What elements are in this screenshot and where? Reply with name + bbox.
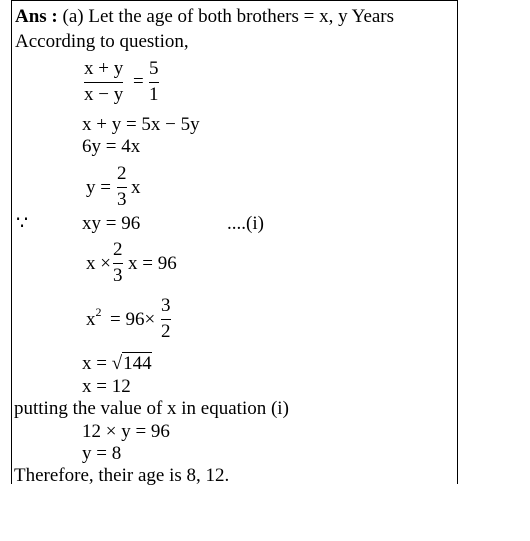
eq7-denominator: 2 [161, 321, 171, 342]
eq7-exponent: 2 [95, 305, 102, 319]
eq7-base: x [86, 309, 96, 330]
equation-reference: ....(i) [227, 213, 264, 234]
fraction-bar [149, 82, 159, 83]
equation-line-9: x = 12 [82, 376, 131, 397]
equation-line-11: y = 8 [82, 443, 122, 464]
equals-sign: = [133, 71, 144, 92]
equation-line-3: 6y = 4x [82, 136, 141, 157]
eq6-denominator: 3 [113, 265, 123, 286]
according-line: According to question, [15, 31, 189, 52]
eq8-line [82, 353, 152, 375]
eq7-lhs [86, 305, 102, 332]
intro-line [15, 6, 394, 28]
eq8-lhs: x = [82, 353, 107, 374]
equation-line-2: x + y = 5x − 5y [82, 114, 200, 135]
fraction-left [84, 58, 123, 106]
fraction-bar [161, 319, 171, 320]
fraction-bar [113, 263, 123, 264]
eq4-lhs: y = [86, 177, 111, 198]
denominator-right: 1 [149, 84, 159, 105]
intro-text: (a) Let the age of both brothers = x, y Years [57, 6, 395, 27]
eq4-fraction [117, 163, 127, 211]
eq6-rhs: x = 96 [128, 253, 177, 274]
equation-line-10: 12 × y = 96 [82, 421, 170, 442]
fraction-right [149, 58, 159, 106]
because-symbol: ∵ [16, 213, 29, 234]
eq7-mid: = 96× [110, 309, 156, 330]
eq7-numerator: 3 [161, 295, 171, 316]
eq8-radicand: 144 [123, 353, 152, 374]
eq4-denominator: 3 [117, 189, 127, 210]
numerator-right: 5 [149, 58, 159, 79]
numerator-left: x + y [84, 58, 124, 79]
eq6-fraction [113, 239, 123, 287]
ans-label: Ans : [15, 6, 58, 27]
putting-line: putting the value of x in equation (i) [14, 398, 289, 419]
fraction-bar [117, 187, 127, 188]
fraction-bar [84, 82, 123, 83]
conclusion-line: Therefore, their age is 8, 12. [14, 465, 230, 486]
eq4-rhs: x [131, 177, 141, 198]
eq4-numerator: 2 [117, 163, 127, 184]
eq6-lhs: x × [86, 253, 111, 274]
eq7-fraction [161, 295, 171, 343]
denominator-left: x − y [84, 84, 124, 105]
equation-line-5: xy = 96 [82, 213, 141, 234]
eq6-numerator: 2 [113, 239, 123, 260]
radical-icon: √ [111, 353, 123, 374]
